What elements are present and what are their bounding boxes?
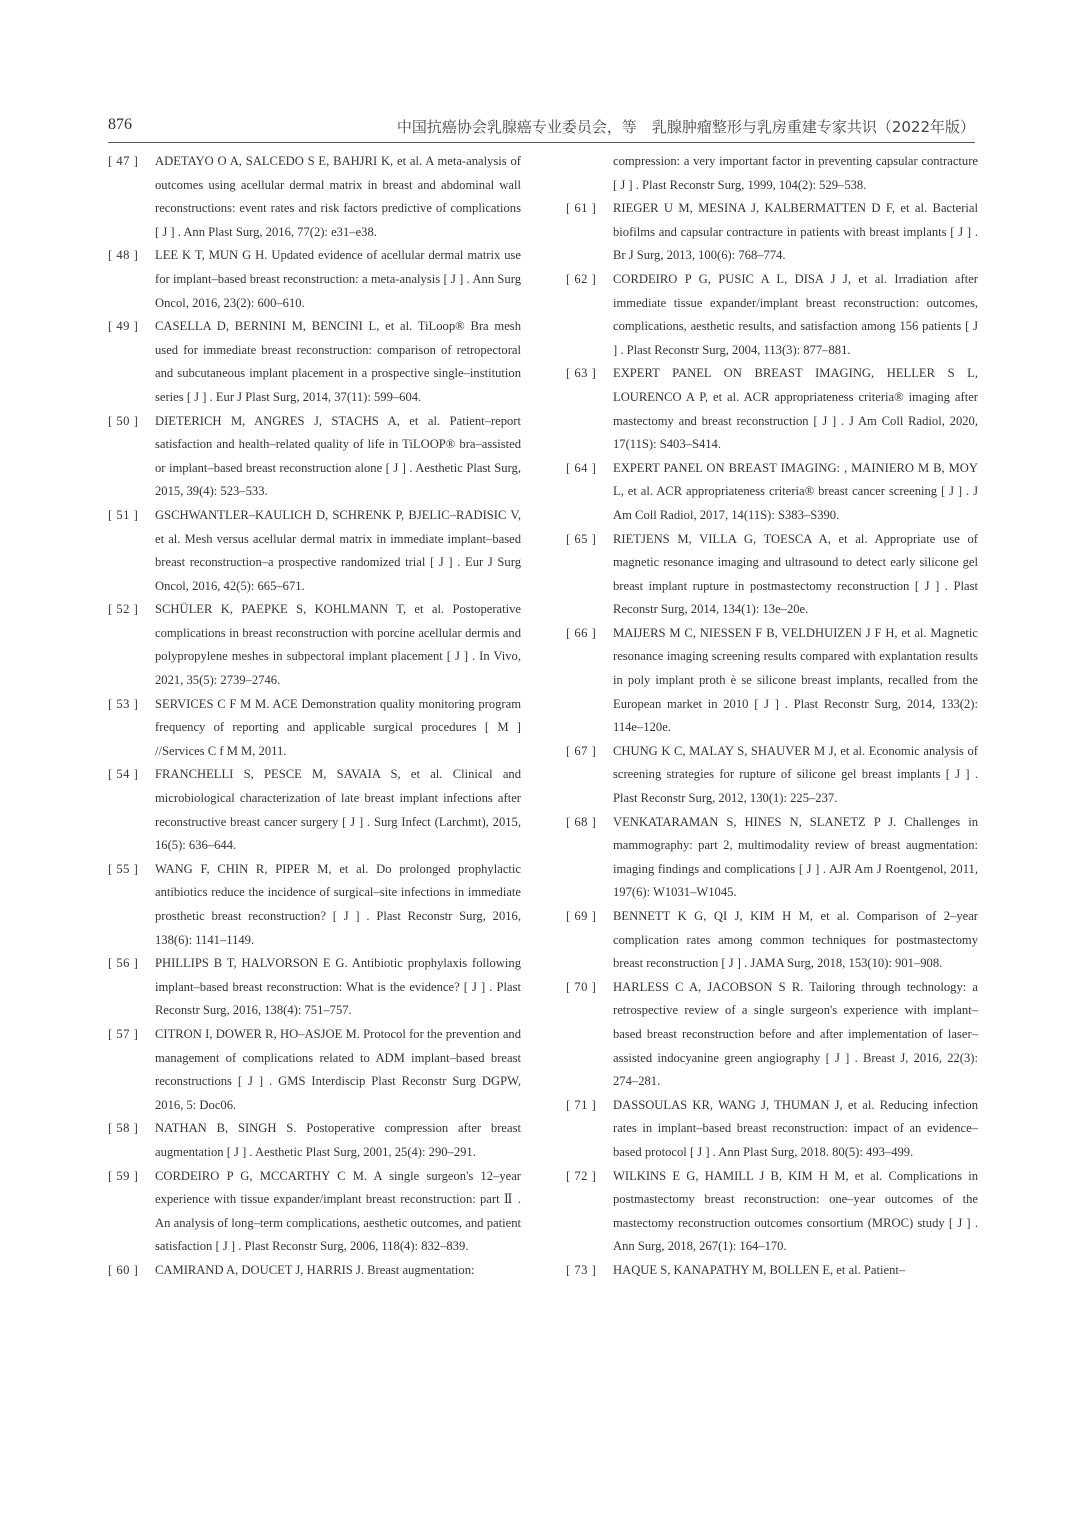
reference-text: BENNETT K G, QI J, KIM H M, et al. Comparison of 2–year complication rates among common techniques for postmastectomy breast reconstruction [ J ] . JAMA Surg, 2018, 153(10): 901–908. [613,909,978,971]
reference-number: [ 47 ] [108,154,139,168]
reference-text: LEE K T, MUN G H. Updated evidence of acellular dermal matrix use for implant–based breast reconstruction: a meta-analysis [ J ] . Ann Surg Oncol, 2016, 23(2): 600–610. [155,248,521,310]
reference-text: HARLESS C A, JACOBSON S R. Tailoring through technology: a retrospective review of a single surgeon's experience with implant–based breast reconstruction before and after implementation of laser–assisted indocyanine green angiography [ J ] . Breast J, 2016, 22(3): 274–281. [613,979,978,1089]
reference-text: ADETAYO O A, SALCEDO S E, BAHJRI K, et al. A meta-analysis of outcomes using acellular dermal matrix in breast and abdominal wall reconstructions: event rates and risk factors predictive of complications [ J ] . Ann Plast Surg, 2016, 77(2): e31–e38. [155,154,521,239]
reference-text: SCHÜLER K, PAEPKE S, KOHLMANN T, et al. Postoperative complications in breast reconstruction with porcine acellular dermis and polypropylene meshes in subpectoral implant placement [ J ] . In Vivo, 2021, 35(5): 2739–2746. [155,602,521,688]
reference-number: [ 50 ] [108,413,139,428]
reference-entry [108,598,521,692]
reference-text: DIETERICH M, ANGRES J, STACHS A, et al. Patient–report satisfaction and health–related quality of life in TiLOOP® bra–assisted or implant–based breast reconstruction alone [ J ] . Aesthetic Plast Surg, 2015, 39(4): 523–533. [155,413,521,499]
reference-number: [ 63 ] [566,366,597,381]
reference-text: WANG F, CHIN R, PIPER M, et al. Do prolonged prophylactic antibiotics reduce the incidence of surgical–site infections in immediate prosthetic breast reconstruction? [ J ] . Plast Reconstr Surg, 2016, 138(6): 1141–1149. [155,861,521,947]
reference-number: [ 68 ] [566,814,597,829]
page-header [108,116,975,143]
reference-entry [566,362,978,456]
reference-text: WILKINS E G, HAMILL J B, KIM H M, et al. Complications in postmastectomy breast reconstruction: one–year outcomes of the mastectomy reconstruction outcomes consortium (MROC) study [ J ] . Ann Surg, 2018, 267(1): 164–170. [613,1168,978,1254]
reference-text: NATHAN B, SINGH S. Postoperative compression after breast augmentation [ J ] . Aesthetic Plast Surg, 2001, 25(4): 290–291. [155,1121,521,1159]
reference-text: EXPERT PANEL ON BREAST IMAGING, HELLER S L, LOURENCO A P, et al. ACR appropriateness criteria® imaging after mastectomy and breast reconstruction [ J ] . J Am Coll Radiol, 2020, 17(11S): S403–S414. [613,366,978,452]
reference-number: [ 72 ] [566,1168,597,1183]
reference-entry [108,952,521,1023]
reference-number: [ 53 ] [108,696,139,711]
reference-entry [108,1023,521,1117]
reference-number: [ 58 ] [108,1121,139,1136]
reference-entry [566,976,978,1094]
reference-text: CHUNG K C, MALAY S, SHAUVER M J, et al. Economic analysis of screening strategies for rupture of silicone gel breast implants [ J ] . Plast Reconstr Surg, 2012, 130(1): 225–237. [613,743,978,806]
reference-entry [566,740,978,811]
reference-number: [ 64 ] [566,460,597,475]
reference-text: DASSOULAS KR, WANG J, THUMAN J, et al. Reducing infection rates in implant–based breast reconstruction: impact of an evidence–based protocol [ J ] . Ann Plast Surg, 2018. 80(5): 493–499. [613,1097,978,1159]
reference-number: [ 54 ] [108,767,139,782]
reference-number: [ 52 ] [108,602,139,617]
reference-number: [ 69 ] [566,909,597,923]
page-number: 876 [108,116,132,133]
reference-text: CAMIRAND A, DOUCET J, HARRIS J. Breast augmentation: [155,1262,475,1277]
reference-entry [108,504,521,598]
reference-entry [566,528,978,622]
reference-entry [566,1094,978,1165]
reference-number: [ 60 ] [108,1262,139,1277]
reference-number: [ 51 ] [108,507,139,522]
reference-number: [ 70 ] [566,979,597,994]
reference-text: HAQUE S, KANAPATHY M, BOLLEN E, et al. Patient– [613,1262,906,1277]
reference-text: RIEGER U M, MESINA J, KALBERMATTEN D F, et al. Bacterial biofilms and capsular contracture in patients with breast implants [ J ] . Br J Surg, 2013, 100(6): 768–774. [613,201,978,263]
reference-entry [566,268,978,362]
reference-number: [ 49 ] [108,319,139,334]
reference-number: [ 56 ] [108,956,139,971]
reference-number: [ 66 ] [566,625,597,640]
references-right-column [566,150,978,1283]
reference-entry [566,905,978,976]
reference-number: [ 62 ] [566,271,597,286]
reference-text: VENKATARAMAN S, HINES N, SLANETZ P J. Challenges in mammography: part 2, multimodality review of breast augmentation: imaging findings and complications [ J ] . AJR Am J Roentgenol, 2011, 197(6): W1031–W1045. [613,814,978,900]
reference-text: CORDEIRO P G, PUSIC A L, DISA J J, et al. Irradiation after immediate tissue expander/implant breast reconstruction: outcomes, complications, aesthetic results, and satisfaction among 156 patients [ J ] . Plast Reconstr Surg, 2004, 113(3): 877–881. [613,271,978,357]
reference-entry [566,1259,978,1283]
reference-number: [ 55 ] [108,861,139,876]
reference-text: EXPERT PANEL ON BREAST IMAGING: , MAINIERO M B, MOY L, et al. ACR appropriateness criteria® breast cancer screening [ J ] . J Am Coll Radiol, 2017, 14(11S): S383–S390. [613,460,978,522]
reference-entry [108,150,521,244]
reference-entry [566,457,978,528]
reference-entry [108,693,521,764]
reference-entry [566,1165,978,1259]
reference-entry [108,1165,521,1259]
references-left-column [108,150,521,1283]
reference-text: CASELLA D, BERNINI M, BENCINI L, et al. TiLoop® Bra mesh used for immediate breast reconstruction: comparison of retropectoral and subcutaneous implant placement in a prospective single–institution series [ J ] . Eur J Plast Surg, 2014, 37(11): 599–604. [155,319,521,404]
reference-text: FRANCHELLI S, PESCE M, SAVAIA S, et al. Clinical and microbiological characterization of late breast implant infections after reconstructive breast cancer surgery [ J ] . Surg Infect (Larchmt), 2015, 16(5): 636–644. [155,767,521,853]
reference-number: [ 65 ] [566,531,597,546]
reference-entry [566,150,978,197]
reference-number: [ 57 ] [108,1026,139,1041]
reference-number: [ 59 ] [108,1168,139,1183]
reference-number: [ 48 ] [108,248,139,263]
reference-text: RIETJENS M, VILLA G, TOESCA A, et al. Appropriate use of magnetic resonance imaging and ultrasound to detect early silicone gel breast implant rupture in postmastectomy reconstruction [ J ] . Plast Reconstr Surg, 2014, 134(1): 13e–20e. [613,531,978,617]
reference-entry [108,763,521,857]
reference-entry [566,811,978,905]
reference-text: CITRON I, DOWER R, HO–ASJOE M. Protocol for the prevention and management of complications related to ADM implant–based breast reconstructions [ J ] . GMS Interdiscip Plast Reconstr Surg DGPW, 2016, 5: Doc06. [155,1026,521,1112]
reference-text: MAIJERS M C, NIESSEN F B, VELDHUIZEN J F H, et al. Magnetic resonance imaging screening results compared with explantation results in poly implant proth è se silicone breast implants, recalled from the European market in 2010 [ J ] . Plast Reconstr Surg, 2014, 133(2): 114e–120e. [613,625,978,735]
reference-entry [108,315,521,409]
reference-text: PHILLIPS B T, HALVORSON E G. Antibiotic prophylaxis following implant–based breast reconstruction: What is the evidence? [ J ] . Plast Reconstr Surg, 2016, 138(4): 751–757. [155,956,521,1018]
reference-text: GSCHWANTLER–KAULICH D, SCHRENK P, BJELIC–RADISIC V, et al. Mesh versus acellular dermal matrix in immediate implant–based breast reconstruction–a prospective randomized trial [ J ] . Eur J Surg Oncol, 2016, 42(5): 665–671. [155,507,521,593]
reference-entry [108,244,521,315]
reference-entry [566,197,978,268]
reference-entry [108,1117,521,1164]
reference-text: CORDEIRO P G, MCCARTHY C M. A single surgeon's 12–year experience with tissue expander/implant breast reconstruction: part Ⅱ . An analysis of long–term complications, aesthetic outcomes, and patient satisfaction [ J ] . Plast Reconstr Surg, 2006, 118(4): 832–839. [155,1168,521,1254]
reference-number: [ 71 ] [566,1097,597,1112]
running-title: 中国抗癌协会乳腺癌专业委员会，等 乳腺肿瘤整形与乳房重建专家共识（2022年版） [396,118,975,136]
reference-entry [108,858,521,952]
reference-entry [566,622,978,740]
reference-entry [108,410,521,504]
reference-number: [ 61 ] [566,201,597,216]
reference-entry [108,1259,521,1283]
reference-number: [ 67 ] [566,743,597,758]
reference-text: compression: a very important factor in preventing capsular contracture [ J ] . Plast Reconstr Surg, 1999, 104(2): 529–538. [613,154,978,192]
reference-number: [ 73 ] [566,1262,597,1277]
reference-text: SERVICES C F M M. ACE Demonstration quality monitoring program frequency of reporting and applicable surgical procedures [ M ] //Services C f M M, 2011. [155,696,521,758]
